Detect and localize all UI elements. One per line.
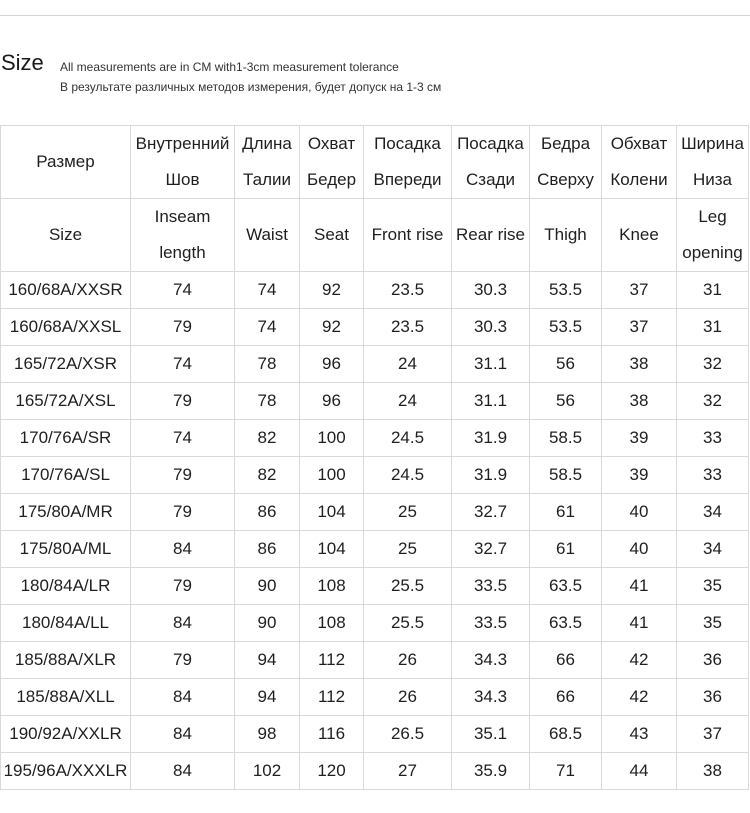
table-row bbox=[1, 753, 749, 790]
cell-leg-opening: 33 bbox=[677, 420, 749, 457]
cell-thigh: 61 bbox=[530, 494, 602, 531]
cell-inseam: 74 bbox=[131, 272, 235, 309]
header-row-ru-cell-leg-opening bbox=[677, 126, 749, 199]
cell-rear-rise: 35.9 bbox=[452, 753, 530, 790]
cell-size: 175/80A/MR bbox=[1, 494, 131, 531]
cell-size: 165/72A/XSL bbox=[1, 383, 131, 420]
cell-seat: 92 bbox=[300, 309, 364, 346]
cell-inseam: 74 bbox=[131, 346, 235, 383]
cell-rear-rise: 31.1 bbox=[452, 346, 530, 383]
cell-front-rise: 26.5 bbox=[364, 716, 452, 753]
cell-seat: 104 bbox=[300, 531, 364, 568]
cell-size: 170/76A/SL bbox=[1, 457, 131, 494]
cell-knee: 38 bbox=[602, 383, 677, 420]
cell-inseam: 79 bbox=[131, 568, 235, 605]
cell-rear-rise: 31.1 bbox=[452, 383, 530, 420]
header-row-ru-cell-knee bbox=[602, 126, 677, 199]
cell-inseam: 79 bbox=[131, 494, 235, 531]
table-row bbox=[1, 272, 749, 309]
header-row-en-cell-waist bbox=[235, 199, 300, 272]
cell-leg-opening: 31 bbox=[677, 309, 749, 346]
cell-seat: 108 bbox=[300, 605, 364, 642]
cell-waist: 74 bbox=[235, 272, 300, 309]
table-row bbox=[1, 494, 749, 531]
cell-leg-opening: 34 bbox=[677, 494, 749, 531]
header-label: length bbox=[159, 243, 206, 262]
cell-front-rise: 24.5 bbox=[364, 457, 452, 494]
cell-leg-opening: 32 bbox=[677, 346, 749, 383]
cell-waist: 98 bbox=[235, 716, 300, 753]
header-label: Низа bbox=[692, 170, 733, 189]
cell-inseam: 74 bbox=[131, 420, 235, 457]
cell-knee: 39 bbox=[602, 420, 677, 457]
cell-rear-rise: 34.3 bbox=[452, 642, 530, 679]
table-row bbox=[1, 309, 749, 346]
cell-rear-rise: 30.3 bbox=[452, 272, 530, 309]
header-row-ru-cell-size bbox=[1, 126, 131, 199]
cell-front-rise: 25 bbox=[364, 531, 452, 568]
cell-knee: 37 bbox=[602, 309, 677, 346]
table-row bbox=[1, 420, 749, 457]
header-row-en-cell-inseam bbox=[131, 199, 235, 272]
cell-knee: 41 bbox=[602, 568, 677, 605]
header-label: Waist bbox=[246, 225, 288, 244]
cell-thigh: 58.5 bbox=[530, 457, 602, 494]
cell-size: 165/72A/XSR bbox=[1, 346, 131, 383]
cell-rear-rise: 31.9 bbox=[452, 457, 530, 494]
cell-size: 180/84A/LR bbox=[1, 568, 131, 605]
header-label: Inseam bbox=[154, 207, 211, 226]
cell-thigh: 66 bbox=[530, 679, 602, 716]
table-row bbox=[1, 679, 749, 716]
cell-waist: 86 bbox=[235, 494, 300, 531]
cell-thigh: 63.5 bbox=[530, 568, 602, 605]
cell-waist: 82 bbox=[235, 420, 300, 457]
cell-seat: 100 bbox=[300, 420, 364, 457]
cell-waist: 82 bbox=[235, 457, 300, 494]
cell-waist: 74 bbox=[235, 309, 300, 346]
cell-thigh: 68.5 bbox=[530, 716, 602, 753]
header-label: Обхват bbox=[610, 134, 668, 153]
cell-waist: 90 bbox=[235, 605, 300, 642]
cell-leg-opening: 35 bbox=[677, 605, 749, 642]
header-label: Бедер bbox=[306, 170, 357, 189]
cell-thigh: 66 bbox=[530, 642, 602, 679]
top-divider bbox=[0, 15, 750, 16]
cell-front-rise: 25 bbox=[364, 494, 452, 531]
tolerance-note-en: All measurements are in CM with1-3cm measurement tolerance bbox=[60, 60, 399, 74]
cell-leg-opening: 36 bbox=[677, 679, 749, 716]
cell-seat: 112 bbox=[300, 642, 364, 679]
cell-thigh: 53.5 bbox=[530, 272, 602, 309]
header-label: Талии bbox=[243, 170, 291, 189]
header-row-en-cell-knee bbox=[602, 199, 677, 272]
header-label: Впереди bbox=[373, 170, 442, 189]
cell-leg-opening: 34 bbox=[677, 531, 749, 568]
cell-knee: 42 bbox=[602, 642, 677, 679]
header-row-ru-cell-rear-rise bbox=[452, 126, 530, 199]
header-label: Knee bbox=[619, 225, 659, 244]
cell-seat: 108 bbox=[300, 568, 364, 605]
cell-front-rise: 26 bbox=[364, 679, 452, 716]
cell-knee: 41 bbox=[602, 605, 677, 642]
cell-inseam: 79 bbox=[131, 383, 235, 420]
header-row-en-cell-leg-opening bbox=[677, 199, 749, 272]
cell-knee: 40 bbox=[602, 531, 677, 568]
cell-knee: 40 bbox=[602, 494, 677, 531]
cell-seat: 104 bbox=[300, 494, 364, 531]
cell-waist: 78 bbox=[235, 346, 300, 383]
table-row bbox=[1, 457, 749, 494]
tolerance-note-ru: В результате различных методов измерения, будет допуск на 1-3 см bbox=[60, 80, 442, 94]
table-row bbox=[1, 383, 749, 420]
header-label: Сзади bbox=[466, 170, 515, 189]
header-label: Посадка bbox=[374, 134, 441, 153]
cell-rear-rise: 33.5 bbox=[452, 568, 530, 605]
header-row-en-cell-front-rise bbox=[364, 199, 452, 272]
header-label: Size bbox=[48, 225, 83, 244]
cell-rear-rise: 32.7 bbox=[452, 494, 530, 531]
header-label: Front rise bbox=[371, 225, 444, 244]
cell-leg-opening: 35 bbox=[677, 568, 749, 605]
cell-seat: 112 bbox=[300, 679, 364, 716]
cell-front-rise: 24 bbox=[364, 346, 452, 383]
header-row-ru-cell-waist bbox=[235, 126, 300, 199]
cell-front-rise: 25.5 bbox=[364, 605, 452, 642]
header-label: Длина bbox=[242, 134, 292, 153]
cell-rear-rise: 32.7 bbox=[452, 531, 530, 568]
cell-front-rise: 26 bbox=[364, 642, 452, 679]
cell-inseam: 84 bbox=[131, 753, 235, 790]
cell-thigh: 56 bbox=[530, 383, 602, 420]
cell-waist: 86 bbox=[235, 531, 300, 568]
cell-rear-rise: 30.3 bbox=[452, 309, 530, 346]
cell-seat: 120 bbox=[300, 753, 364, 790]
header-label: Колени bbox=[610, 170, 668, 189]
cell-rear-rise: 35.1 bbox=[452, 716, 530, 753]
header-label: Посадка bbox=[457, 134, 524, 153]
cell-size: 175/80A/ML bbox=[1, 531, 131, 568]
header-label: Thigh bbox=[544, 225, 587, 244]
table-row bbox=[1, 568, 749, 605]
cell-leg-opening: 37 bbox=[677, 716, 749, 753]
header-row-ru-cell-inseam bbox=[131, 126, 235, 199]
cell-size: 185/88A/XLL bbox=[1, 679, 131, 716]
header-row-ru bbox=[1, 126, 749, 199]
cell-inseam: 84 bbox=[131, 716, 235, 753]
header-label: Leg bbox=[698, 207, 727, 226]
cell-knee: 42 bbox=[602, 679, 677, 716]
header-row-ru-cell-front-rise bbox=[364, 126, 452, 199]
cell-size: 185/88A/XLR bbox=[1, 642, 131, 679]
header-label: Бедра bbox=[540, 134, 591, 153]
cell-inseam: 79 bbox=[131, 642, 235, 679]
cell-front-rise: 25.5 bbox=[364, 568, 452, 605]
cell-front-rise: 23.5 bbox=[364, 272, 452, 309]
cell-leg-opening: 31 bbox=[677, 272, 749, 309]
header-label: Ширина bbox=[681, 134, 744, 153]
table-row bbox=[1, 346, 749, 383]
header-row-en bbox=[1, 199, 749, 272]
cell-knee: 39 bbox=[602, 457, 677, 494]
header-label: Seat bbox=[314, 225, 349, 244]
cell-size: 195/96A/XXXLR bbox=[1, 753, 131, 790]
cell-inseam: 79 bbox=[131, 309, 235, 346]
cell-inseam: 84 bbox=[131, 679, 235, 716]
cell-thigh: 53.5 bbox=[530, 309, 602, 346]
header-label: Охват bbox=[307, 134, 356, 153]
cell-size: 190/92A/XXLR bbox=[1, 716, 131, 753]
header-label: Сверху bbox=[537, 170, 594, 189]
table-row bbox=[1, 642, 749, 679]
header-row-en-cell-rear-rise bbox=[452, 199, 530, 272]
table-row bbox=[1, 716, 749, 753]
cell-seat: 96 bbox=[300, 383, 364, 420]
cell-waist: 94 bbox=[235, 679, 300, 716]
cell-leg-opening: 32 bbox=[677, 383, 749, 420]
header-label: Размер bbox=[36, 152, 95, 171]
cell-thigh: 58.5 bbox=[530, 420, 602, 457]
table-row bbox=[1, 605, 749, 642]
header-label: Шов bbox=[165, 170, 200, 189]
size-table-body bbox=[1, 126, 749, 790]
cell-front-rise: 24 bbox=[364, 383, 452, 420]
header-row-en-cell-thigh bbox=[530, 199, 602, 272]
header-row-en-cell-size bbox=[1, 199, 131, 272]
header-row-en-cell-seat bbox=[300, 199, 364, 272]
cell-rear-rise: 34.3 bbox=[452, 679, 530, 716]
cell-rear-rise: 33.5 bbox=[452, 605, 530, 642]
cell-waist: 78 bbox=[235, 383, 300, 420]
cell-front-rise: 24.5 bbox=[364, 420, 452, 457]
cell-seat: 100 bbox=[300, 457, 364, 494]
cell-thigh: 61 bbox=[530, 531, 602, 568]
cell-seat: 116 bbox=[300, 716, 364, 753]
cell-size: 170/76A/SR bbox=[1, 420, 131, 457]
header-label: Rear rise bbox=[456, 225, 525, 244]
size-chart-table bbox=[0, 125, 749, 790]
cell-rear-rise: 31.9 bbox=[452, 420, 530, 457]
cell-waist: 90 bbox=[235, 568, 300, 605]
cell-seat: 96 bbox=[300, 346, 364, 383]
cell-thigh: 63.5 bbox=[530, 605, 602, 642]
cell-knee: 38 bbox=[602, 346, 677, 383]
header-label: Внутренний bbox=[135, 134, 230, 153]
table-row bbox=[1, 531, 749, 568]
page-title: Size bbox=[1, 50, 44, 75]
cell-thigh: 71 bbox=[530, 753, 602, 790]
cell-waist: 94 bbox=[235, 642, 300, 679]
cell-knee: 37 bbox=[602, 272, 677, 309]
header-row-ru-cell-thigh bbox=[530, 126, 602, 199]
cell-leg-opening: 36 bbox=[677, 642, 749, 679]
cell-leg-opening: 38 bbox=[677, 753, 749, 790]
cell-seat: 92 bbox=[300, 272, 364, 309]
cell-inseam: 79 bbox=[131, 457, 235, 494]
header-row-ru-cell-seat bbox=[300, 126, 364, 199]
cell-inseam: 84 bbox=[131, 531, 235, 568]
cell-size: 160/68A/XXSL bbox=[1, 309, 131, 346]
cell-size: 160/68A/XXSR bbox=[1, 272, 131, 309]
cell-size: 180/84A/LL bbox=[1, 605, 131, 642]
cell-knee: 43 bbox=[602, 716, 677, 753]
cell-inseam: 84 bbox=[131, 605, 235, 642]
cell-thigh: 56 bbox=[530, 346, 602, 383]
cell-front-rise: 23.5 bbox=[364, 309, 452, 346]
cell-front-rise: 27 bbox=[364, 753, 452, 790]
cell-leg-opening: 33 bbox=[677, 457, 749, 494]
cell-knee: 44 bbox=[602, 753, 677, 790]
cell-waist: 102 bbox=[235, 753, 300, 790]
header-label: opening bbox=[682, 243, 743, 262]
